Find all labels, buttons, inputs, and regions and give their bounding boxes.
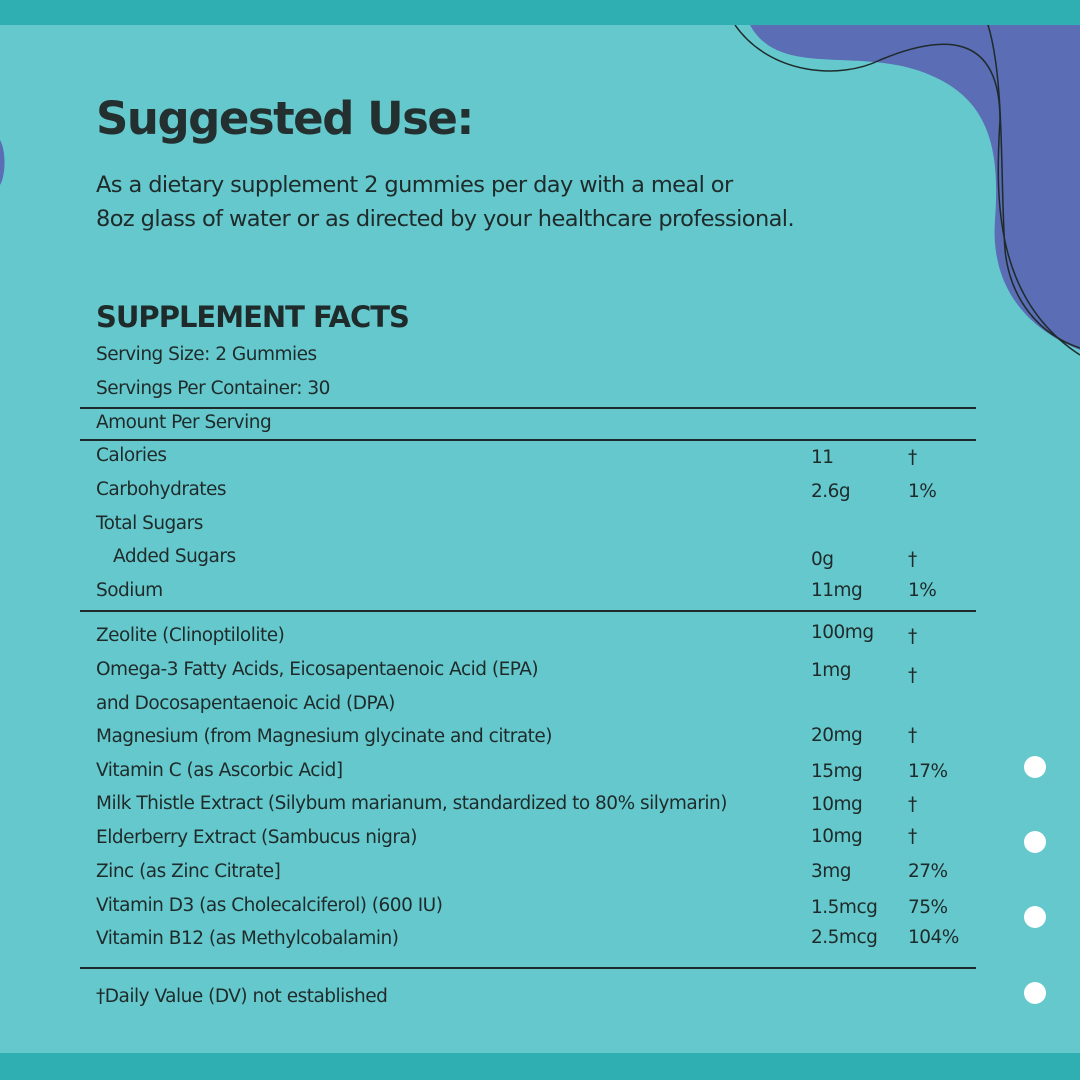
nutrient-dv: † — [908, 549, 917, 570]
ingredient-name-continued: and Docosapentaenoic Acid (DPA) — [96, 693, 395, 714]
suggested-use-line-2: 8oz glass of water or as directed by your healthcare professional. — [96, 206, 795, 232]
nutrient-amount: 2.6g — [811, 481, 851, 502]
ingredient-dv: † — [908, 626, 917, 647]
ingredient-name: Vitamin B12 (as Methylcobalamin) — [96, 928, 399, 949]
nutrient-amount: 11 — [811, 447, 834, 468]
nutrient-name: Carbohydrates — [96, 479, 227, 500]
ingredient-amount: 15mg — [811, 761, 863, 782]
nutrient-name: Calories — [96, 445, 167, 466]
decorative-dot — [1024, 756, 1046, 778]
divider — [80, 967, 976, 969]
divider — [80, 407, 976, 409]
decorative-dot — [1024, 831, 1046, 853]
ingredient-dv: 17% — [908, 761, 948, 782]
suggested-use-line-1: As a dietary supplement 2 gummies per day with a meal or — [96, 172, 733, 198]
ingredient-amount: 2.5mcg — [811, 927, 878, 948]
nutrient-name: Total Sugars — [96, 513, 203, 534]
ingredient-name: Milk Thistle Extract (Silybum marianum, standardized to 80% silymarin) — [96, 793, 727, 814]
bottom-band — [0, 1053, 1080, 1080]
nutrient-name: Added Sugars — [113, 546, 236, 567]
ingredient-amount: 20mg — [811, 725, 863, 746]
nutrient-dv: † — [908, 447, 917, 468]
top-band — [0, 0, 1080, 25]
amount-per-serving-label: Amount Per Serving — [96, 412, 272, 433]
ingredient-dv: 27% — [908, 861, 948, 882]
ingredient-amount: 1.5mcg — [811, 897, 878, 918]
ingredient-amount: 1mg — [811, 660, 852, 681]
suggested-use-text — [96, 168, 856, 236]
ingredient-amount: 3mg — [811, 861, 852, 882]
ingredient-dv: † — [908, 826, 917, 847]
ingredient-dv: † — [908, 725, 917, 746]
decorative-dot — [1024, 982, 1046, 1004]
footnote: †Daily Value (DV) not established — [96, 986, 388, 1007]
serving-size: Serving Size: 2 Gummies — [96, 344, 317, 365]
ingredient-name: Elderberry Extract (Sambucus nigra) — [96, 827, 418, 848]
ingredient-amount: 10mg — [811, 826, 863, 847]
ingredient-name: Vitamin D3 (as Cholecalciferol) (600 IU) — [96, 895, 443, 916]
ingredient-name: Omega-3 Fatty Acids, Eicosapentaenoic Acid (EPA) — [96, 659, 539, 680]
ingredient-dv: 75% — [908, 897, 948, 918]
ingredient-amount: 10mg — [811, 794, 863, 815]
ingredient-name: Vitamin C (as Ascorbic Acid] — [96, 760, 343, 781]
ingredient-amount: 100mg — [811, 622, 874, 643]
ingredient-dv: 104% — [908, 927, 959, 948]
ingredient-name: Zeolite (Clinoptilolite) — [96, 625, 285, 646]
ingredient-name: Magnesium (from Magnesium glycinate and citrate) — [96, 726, 553, 747]
divider — [80, 610, 976, 612]
divider — [80, 439, 976, 441]
ingredient-dv: † — [908, 665, 917, 686]
nutrient-dv: 1% — [908, 580, 937, 601]
nutrient-name: Sodium — [96, 580, 163, 601]
decorative-dot — [1024, 906, 1046, 928]
servings-per-container: Servings Per Container: 30 — [96, 378, 330, 399]
nutrient-amount: 11mg — [811, 580, 863, 601]
nutrient-amount: 0g — [811, 549, 834, 570]
supplement-facts-title: SUPPLEMENT FACTS — [96, 300, 409, 334]
ingredient-dv: † — [908, 794, 917, 815]
ingredient-name: Zinc (as Zinc Citrate] — [96, 861, 281, 882]
suggested-use-title: Suggested Use: — [96, 92, 473, 145]
nutrient-dv: 1% — [908, 481, 937, 502]
